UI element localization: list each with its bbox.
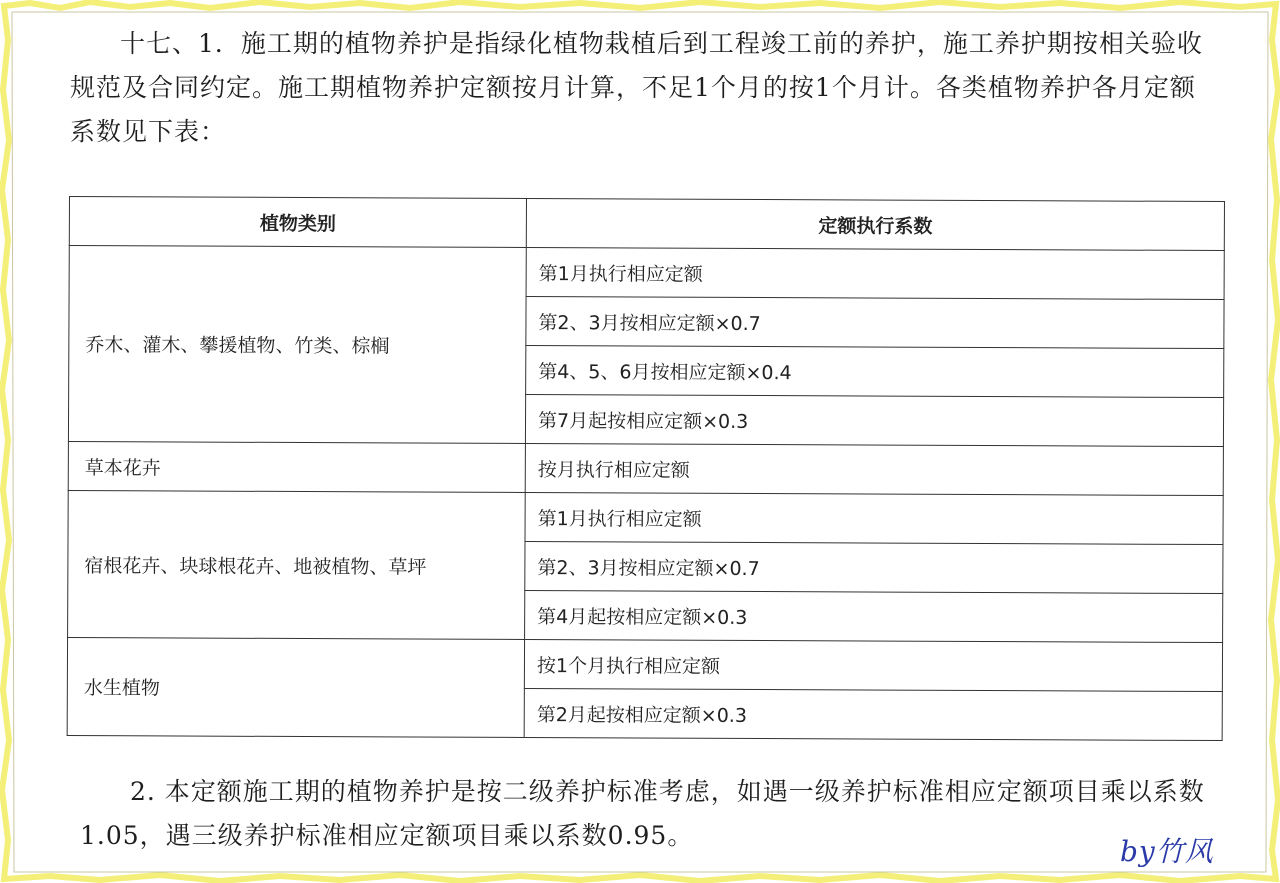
paragraph-intro-line-2: 规范及合同约定。施工期植物养护定额按月计算，不足1个月的按1个月计。各类植物养护各月定额 <box>70 73 1196 102</box>
coefficient-cell: 按1个月执行相应定额 <box>524 639 1222 691</box>
coefficient-cell: 按月执行相应定额 <box>525 443 1223 495</box>
table-row <box>68 441 1223 495</box>
category-cell-aquatic: 水生植物 <box>67 637 524 737</box>
coefficient-cell: 第2月起按相应定额×0.3 <box>524 688 1222 740</box>
category-cell-trees: 乔木、灌木、攀援植物、竹类、棕榈 <box>68 246 526 444</box>
coefficient-cell: 第2、3月按相应定额×0.7 <box>526 296 1224 348</box>
coefficient-table-wrapper <box>67 196 1225 741</box>
category-cell-perennials: 宿根花卉、块球根花卉、地被植物、草坪 <box>68 490 526 639</box>
table-row <box>68 490 1223 544</box>
header-plant-category: 植物类别 <box>69 197 526 248</box>
signature-watermark: by竹风 <box>1120 835 1214 868</box>
coefficient-cell: 第1月执行相应定额 <box>525 492 1223 544</box>
paragraph-intro-line-1: 十七、1．施工期的植物养护是指绿化植物栽植后到工程竣工前的养护，施工养护期按相关验收 <box>120 29 1203 58</box>
table-row <box>69 246 1224 300</box>
coefficient-cell: 第4、5、6月按相应定额×0.4 <box>526 345 1224 397</box>
category-cell-herbaceous-flowers: 草本花卉 <box>68 441 525 492</box>
paragraph-intro-line-3: 系数见下表： <box>70 117 227 146</box>
coefficient-cell: 第4月起按相应定额×0.3 <box>525 590 1223 642</box>
table-header-row <box>69 197 1224 251</box>
paragraph-intro <box>70 22 1230 154</box>
paragraph-grade-line-1: 2. 本定额施工期的植物养护是按二级养护标准考虑，如遇一级养护标准相应定额项目乘以系数 <box>130 777 1205 806</box>
paragraph-maintenance-grade <box>80 770 1245 858</box>
header-coefficient: 定额执行系数 <box>526 198 1224 250</box>
coefficient-table <box>67 196 1225 741</box>
paragraph-grade-line-2: 1.05，遇三级养护标准相应定额项目乘以系数0.95。 <box>80 821 694 850</box>
coefficient-cell: 第2、3月按相应定额×0.7 <box>525 541 1223 593</box>
table-row <box>67 637 1222 691</box>
coefficient-cell: 第1月执行相应定额 <box>526 247 1224 299</box>
coefficient-cell: 第7月起按相应定额×0.3 <box>525 394 1223 446</box>
